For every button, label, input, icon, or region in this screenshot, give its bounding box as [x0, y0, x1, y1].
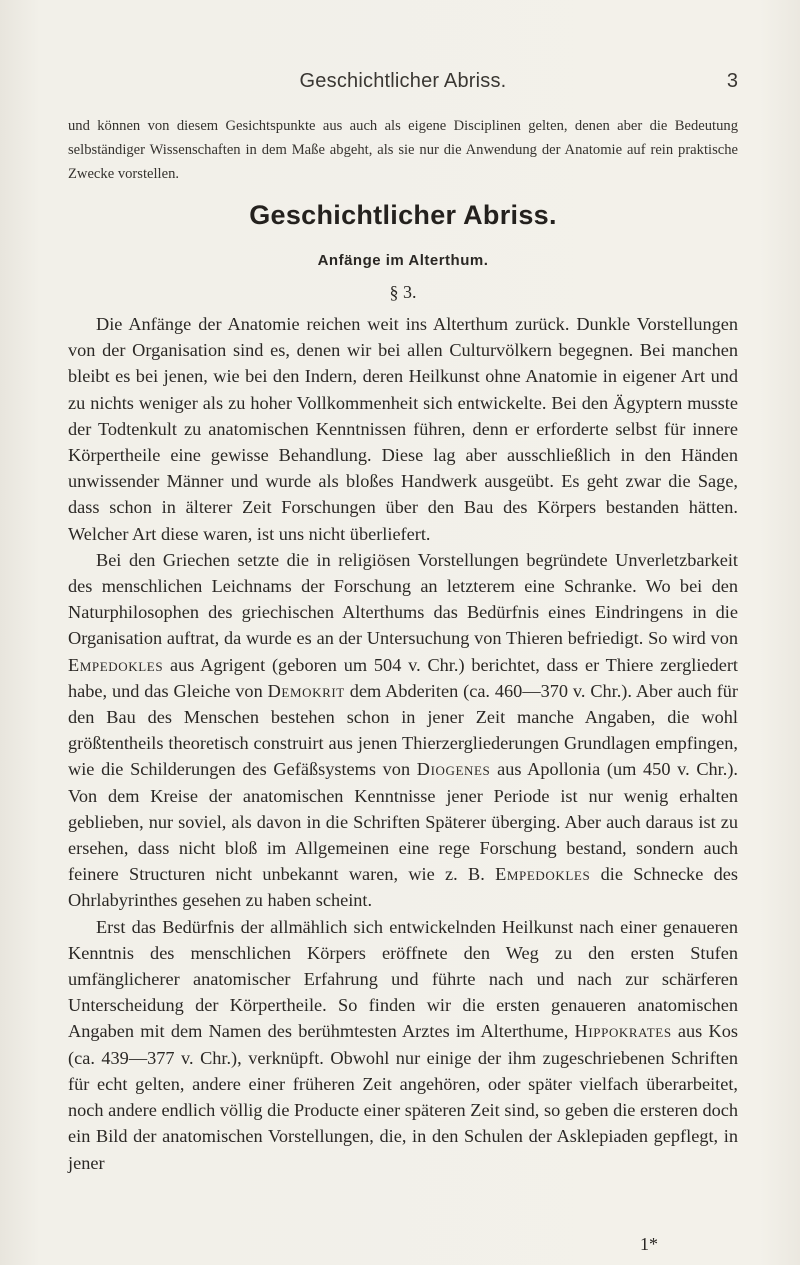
running-header: [68, 70, 738, 100]
paragraph-number: § 3.: [389, 282, 417, 302]
signature-mark: 1*: [640, 1234, 658, 1254]
text-span: Erst das Bedürfnis der allmählich sich entwickelnden Heilkunst nach einer genaueren Kenntnis des menschlichen Körpers eröffnete den Weg zu den ersten Stufen umfänglicherer anatomischer Erfahrung und führte nach und nach zur schärferen Unterscheidung der Körpertheile. So finden wir die ersten genaueren anatomischen Angaben mit dem Namen des berühmtesten Arztes im Alterthume,: [68, 916, 738, 1042]
author-name-demokrit: Demokrit: [267, 680, 345, 701]
author-name-empedokles: Empedokles: [68, 654, 164, 675]
section-title: Geschichtlicher Abriss.: [249, 200, 557, 230]
running-title: Geschichtlicher Abriss.: [299, 70, 507, 92]
text-span: dem Abderiten (ca. 460—370 v. Chr.). Aber auch für den Bau des Menschen bestehen schon in jener Zeit manche Angaben, die wohl größtentheils theoretisch construirt aus jenen Thierzergliederungen Grundlagen empfingen, wie die Schilderungen des Gefäßsystems von: [68, 680, 739, 780]
body-text: [68, 311, 738, 1176]
author-name-hippokrates: Hippokrates: [574, 1021, 672, 1042]
text-span: die Schnecke des Ohrlabyrinthes gesehen zu haben scheint.: [68, 864, 738, 911]
paragraph-1: Die Anfänge der Anatomie reichen weit ins Alterthum zurück. Dunkle Vorstellungen von der Organisation sind es, denen wir bei allen Culturvölkern begegnen. Bei manchen bleibt es bei jenen, wie bei den Indern, deren Heilkunst ohne Anatomie in eigener Art und zu nichts weniger als zu hoher Vollkommenheit sich entwickelte. Bei den Ägyptern musste der Todtenkult zu anatomischen Kenntnissen führen, denn er erforderte selbst für innere Körpertheile eine gewisse Behandlung. Diese lag aber ausschließlich in den Händen unwissender Männer und wurde als bloßes Handwerk ausgeübt. Es geht zwar die Sage, dass schon in älterer Zeit Forschungen über den Bau des Körpers bestanden hätten. Welcher Art diese waren, ist uns nicht überliefert.: [68, 314, 738, 544]
intro-paragraph: und können von diesem Gesichtspunkte aus auch als eigene Disciplinen gelten, denen aber die Bedeutung selbständiger Wissenschaften in dem Maße abgeht, als sie nur die Anwendung der Anatomie auf rein praktische Zwecke vorstellen.: [68, 118, 738, 182]
paragraph-3: [68, 914, 738, 1176]
author-name-empedokles: Empedokles: [495, 864, 591, 885]
text-span: aus Agrigent (geboren um 504 v. Chr.) berichtet, dass er Thiere zergliedert habe, und das Gleiche von: [68, 654, 738, 701]
section-subtitle: Anfänge im Alterthum.: [317, 252, 489, 269]
text-span: Bei den Griechen setzte die in religiösen Vorstellungen begründete Unverletzbarkeit des menschlichen Leichnams der Forschung an letzterem eine Schranke. Wo bei den Naturphilosophen des griechischen Alterthums das Bedürfnis eines Eindringens in die Organisation auftrat, da wurde es an der Untersuchung von Thieren befriedigt. So wird von: [68, 549, 738, 649]
text-span: aus Apollonia (um 450 v. Chr.). Von dem Kreise der anatomischen Kenntnisse jener Periode ist nur wenig erhalten geblieben, nur soviel, als davon in die Schriften Späterer überging. Aber auch daraus ist zu ersehen, dass nicht bloß im Allgemeinen eine rege Forschung bestand, sondern auch feinere Structuren nicht unbekannt waren, wie z. B.: [68, 759, 738, 885]
page-number: 3: [726, 70, 738, 92]
author-name-diogenes: Diogenes: [416, 759, 491, 780]
paragraph-2: [68, 547, 738, 914]
text-span: aus Kos (ca. 439—377 v. Chr.), verknüpft. Obwohl nur einige der ihm zugeschriebenen Schriften für echt gelten, andere einer früheren Zeit angehören, oder später vielfach überarbeitet, noch andere endlich völlig die Producte einer späteren Zeit sind, so geben die ersteren doch ein Bild der anatomischen Vorstellungen, die, in den Schulen der Asklepiaden gepflegt, in jener: [68, 1021, 738, 1173]
